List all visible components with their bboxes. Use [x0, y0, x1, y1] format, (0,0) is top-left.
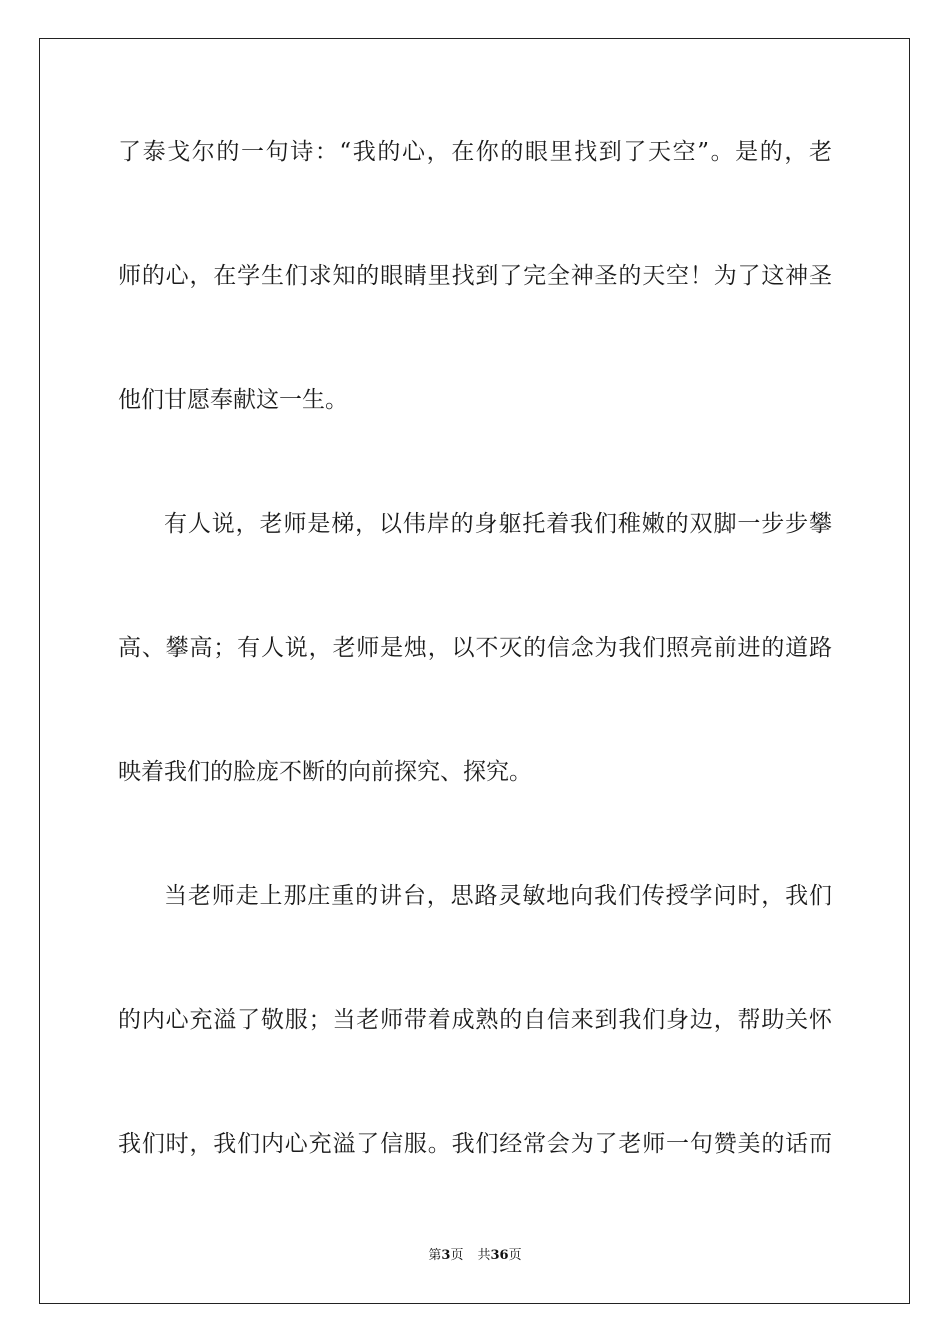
page-footer — [0, 1247, 950, 1265]
total-suffix: 页 — [508, 1248, 522, 1263]
page-prefix: 第 — [428, 1248, 442, 1263]
paragraph-line: 我们时，我们内心充溢了信服。我们经常会为了老师一句赞美的话而 — [118, 1131, 832, 1157]
paragraph-line: 师的心，在学生们求知的眼睛里找到了完全神圣的天空！为了这神圣 — [118, 263, 832, 289]
page-total: 36 — [490, 1248, 509, 1263]
page-border — [39, 38, 910, 1304]
paragraph-line: 了泰戈尔的一句诗：“我的心，在你的眼里找到了天空”。是的，老 — [118, 139, 832, 165]
total-prefix: 共 — [477, 1248, 491, 1263]
paragraph-line: 当老师走上那庄重的讲台，思路灵敏地向我们传授学问时，我们 — [164, 883, 832, 909]
paragraph-line: 的内心充溢了敬服；当老师带着成熟的自信来到我们身边，帮助关怀 — [118, 1007, 832, 1033]
paragraph-line: 他们甘愿奉献这一生。 — [118, 387, 348, 413]
page-current: 3 — [441, 1248, 451, 1263]
page-suffix: 页 — [450, 1248, 464, 1263]
paragraph-line: 有人说，老师是梯，以伟岸的身躯托着我们稚嫩的双脚一步步攀 — [164, 511, 832, 537]
paragraph-line: 高、攀高；有人说，老师是烛，以不灭的信念为我们照亮前进的道路 — [118, 635, 832, 661]
paragraph-line: 映着我们的脸庞不断的向前探究、探究。 — [118, 759, 532, 785]
